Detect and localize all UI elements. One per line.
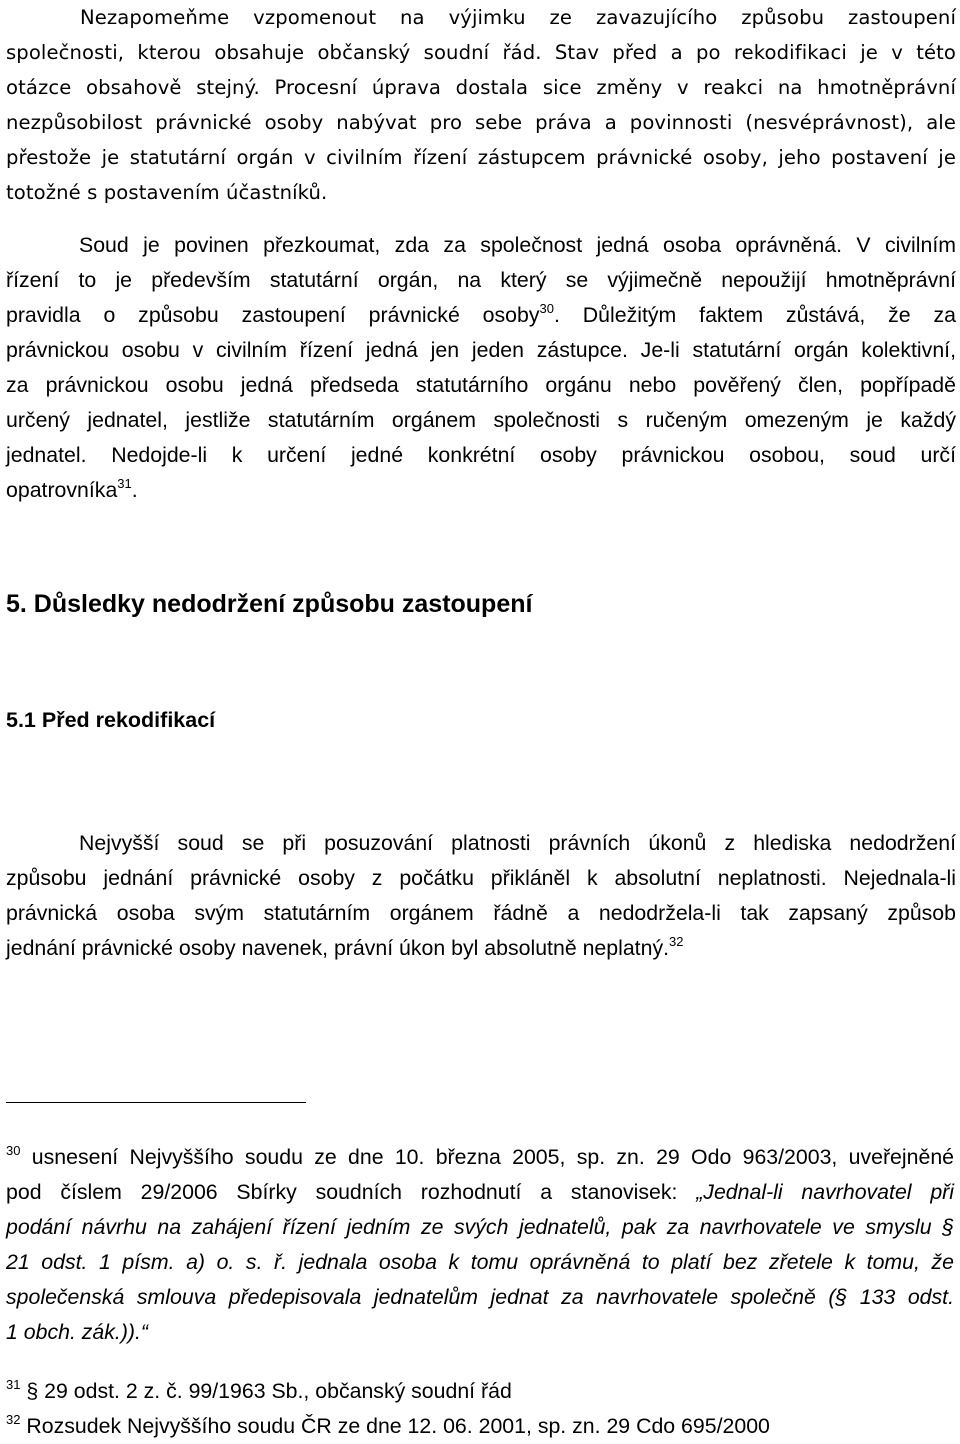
- footnote-30: [6, 1140, 954, 1350]
- text-line: Soud je povinen přezkoumat, zda za společnost jedná osoba oprávněná. V civilním: [79, 233, 956, 257]
- text-line: za právnickou osobu jedná předseda statutárního orgánu nebo pověřený člen, popřípadě: [6, 373, 956, 397]
- text-line: [6, 298, 956, 333]
- footnote-ref-31[interactable]: 31: [117, 475, 132, 491]
- footnote-text: Rozsudek Nejvyššího soudu ČR ze dne 12. 06. 2001, sp. zn. 29 Cdo 695/2000: [20, 1414, 770, 1438]
- text-segment: pod číslem 29/2006 Sbírky soudních rozhodnutí a stanovisek:: [6, 1180, 697, 1204]
- section-heading: 5. Důsledky nedodržení způsobu zastoupení: [6, 590, 533, 618]
- footnote-text: § 29 odst. 2 z. č. 99/1963 Sb., občanský soudní řád: [20, 1379, 512, 1403]
- footnote-separator: [6, 1102, 306, 1103]
- text-line: přestože je statutární orgán v civilním řízení zástupcem právnické osoby, jeho postavení je: [6, 146, 956, 169]
- paragraph-court-duty: [6, 228, 956, 508]
- quote-text: 21 odst. 1 písm. a) o. s. ř. jednala osoba k tomu oprávněná to platí bez zřetele k tomu, že: [6, 1250, 954, 1274]
- paragraph-exception: [6, 0, 956, 210]
- quote-text: 1 obch. zák.)).“: [6, 1320, 149, 1344]
- text-line: [6, 1245, 954, 1280]
- footnote-31: [6, 1374, 954, 1409]
- text-segment: jednání právnické osoby navenek, právní úkon byl absolutně neplatný.: [6, 936, 670, 960]
- text-line: [6, 473, 956, 508]
- quote-text: společenská smlouva předepisovala jednatelům jednat za navrhovatele společně (§ 133 odst.: [6, 1285, 954, 1309]
- quote-text: „Jednal-li navrhovatel při: [696, 1180, 954, 1204]
- text-segment: .: [131, 478, 138, 502]
- text-line: způsobu jednání právnické osoby z počátku přikláněl k absolutní neplatnosti. Nejednala-li: [6, 866, 956, 890]
- footnote-32: [6, 1409, 954, 1444]
- text-line: [6, 1315, 954, 1350]
- text-line: společnosti, kterou obsahuje občanský soudní řád. Stav před a po rekodifikaci je v této: [6, 41, 956, 64]
- text-line: [6, 931, 956, 966]
- footnote-ref-30[interactable]: 30: [539, 300, 554, 316]
- paragraph-supreme-court: [6, 826, 956, 966]
- text-line: [6, 1175, 954, 1210]
- footnote-ref-32[interactable]: 32: [669, 933, 684, 949]
- text-line: jednatel. Nedojde-li k určení jedné konkrétní osoby právnickou osobou, soud určí: [6, 443, 956, 467]
- subsection-heading: 5.1 Před rekodifikací: [6, 708, 216, 732]
- footnote-mark: 31: [6, 1376, 21, 1392]
- text-line: [6, 1210, 954, 1245]
- footnote-mark: 32: [6, 1411, 21, 1427]
- text-line: otázce obsahově stejný. Procesní úprava dostala sice změny v reakci na hmotněprávní: [6, 76, 956, 99]
- text-line: řízení to je především statutární orgán, na který se výjimečně nepoužijí hmotněprávní: [6, 268, 956, 292]
- text-line: totožné s postavením účastníků.: [6, 181, 328, 204]
- quote-text: podání návrhu na zahájení řízení jedním ze svých jednatelů, pak za navrhovatele ve smyslu §: [6, 1215, 954, 1239]
- text-line: právnická osoba svým statutárním orgánem řádně a nedodržela-li tak zapsaný způsob: [6, 901, 956, 925]
- text-line: Nejvyšší soud se při posuzování platnosti právních úkonů z hlediska nedodržení: [79, 831, 956, 855]
- text-segment: usnesení Nejvyššího soudu ze dne 10. března 2005, sp. zn. 29 Odo 963/2003, uveřejněné: [31, 1145, 955, 1169]
- footnote-mark: 30: [6, 1142, 21, 1158]
- text-segment: opatrovníka: [6, 478, 118, 502]
- text-segment: . Důležitým faktem zůstává, že za: [553, 303, 956, 327]
- text-line: určený jednatel, jestliže statutárním orgánem společnosti s ručeným omezeným je každý: [6, 408, 956, 432]
- text-segment: pravidla o způsobu zastoupení právnické osoby: [6, 303, 540, 327]
- text-line: nezpůsobilost právnické osoby nabývat pro sebe práva a povinnosti (nesvéprávnost), ale: [6, 111, 956, 134]
- text-line: [6, 1280, 954, 1315]
- text-line: právnickou osobu v civilním řízení jedná jen jeden zástupce. Je-li statutární orgán kolektivní,: [6, 338, 956, 362]
- text-line: [6, 1140, 954, 1175]
- text-line: Nezapomeňme vzpomenout na výjimku ze zavazujícího způsobu zastoupení: [80, 6, 956, 29]
